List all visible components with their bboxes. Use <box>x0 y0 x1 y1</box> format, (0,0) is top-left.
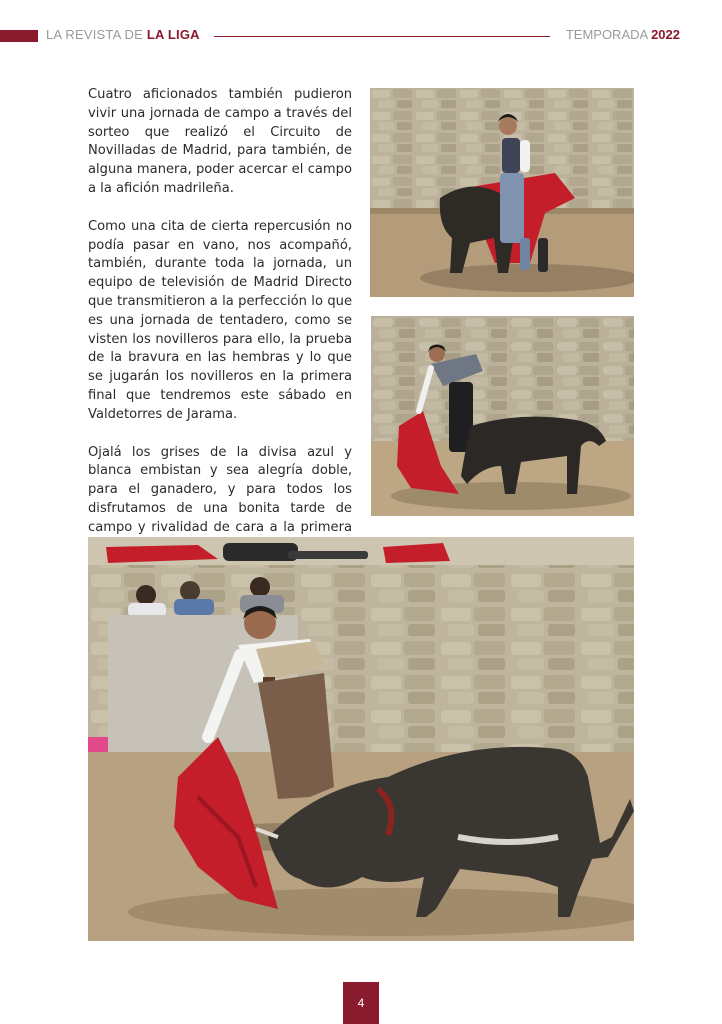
photo-tienta-main <box>88 537 634 941</box>
page-number: 4 <box>343 982 379 1024</box>
article-body <box>88 86 352 575</box>
paragraph-3: Ojalá los grises de la divisa azul y blanca embistan y sea alegría doble, para el ganadero, y para todos los disfrutamos de una bonita tarde de campo y rivalidad de cara a la primera <box>88 444 352 535</box>
magazine-title <box>46 27 200 42</box>
paragraph-1: Cuatro aficionados también pudieron vivir una jornada de campo a través del sorteo que realizó el Circuito de Novilladas de Madrid, para también, de alguna manera, poder acercar el campo a la afición madrileña. <box>88 87 352 196</box>
paragraph-2: Como una cita de cierta repercusión no podía pasar en vano, nos acompañó, también, durante toda la jornada, un equipo de televisión de Madrid Directo que transmitieron a la perfección lo que es una jornada de tentadero, como se visten los novilleros para ello, la prueba de la bravura en las hembras y lo que se jugarán los novilleros en la primera final que tendremos este sábado en Valdetorres de Jarama. <box>88 218 352 422</box>
magazine-brand: LA LIGA <box>146 27 200 42</box>
season-text: TEMPORADA <box>565 27 648 42</box>
photo-tienta-pass-2 <box>371 316 634 516</box>
season-label <box>566 27 680 42</box>
magazine-prefix: LA REVISTA DE <box>46 27 144 42</box>
season-year: 2022 <box>651 27 680 42</box>
photo-tienta-pass-1 <box>370 88 634 297</box>
header-accent-tab <box>0 30 38 42</box>
header-rule <box>214 36 550 37</box>
